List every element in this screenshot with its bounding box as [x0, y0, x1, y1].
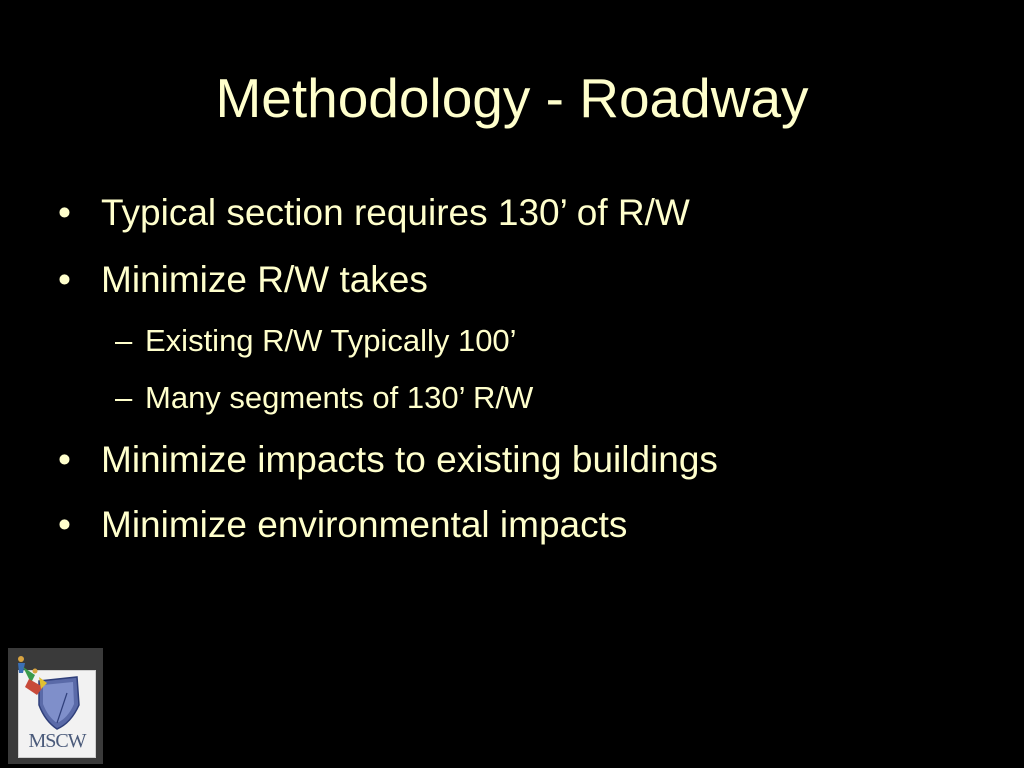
- logo-badge: [18, 670, 96, 758]
- sub-bullet-marker: –: [115, 380, 133, 415]
- slide-title: Methodology - Roadway: [215, 67, 809, 129]
- mscw-logo: [8, 648, 103, 764]
- logo-text: MSCW: [28, 730, 86, 752]
- bullet-text: Minimize impacts to existing buildings: [101, 439, 718, 480]
- sub-bullet-text: Existing R/W Typically 100’: [145, 323, 517, 358]
- bullet-text: Minimize environmental impacts: [101, 504, 628, 545]
- bullet-text: Typical section requires 130’ of R/W: [101, 192, 690, 233]
- sub-bullet-text: Many segments of 130’ R/W: [145, 380, 534, 415]
- bullet-marker: •: [58, 439, 71, 480]
- sub-bullet-marker: –: [115, 323, 133, 358]
- bullet-marker: •: [58, 192, 71, 233]
- bullet-marker: •: [58, 259, 71, 300]
- bullet-text: Minimize R/W takes: [101, 259, 428, 300]
- bullet-marker: •: [58, 504, 71, 545]
- figures-icon: [13, 653, 53, 697]
